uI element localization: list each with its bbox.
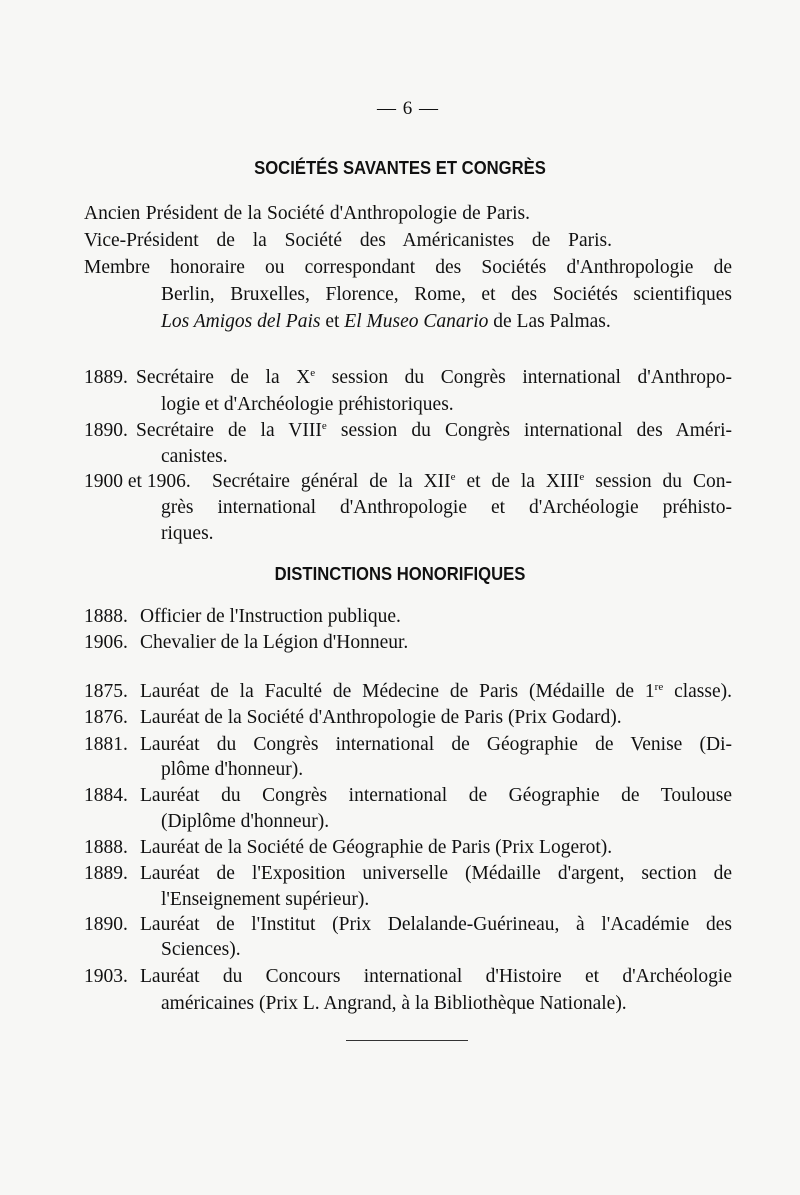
entry-year: 1881. xyxy=(84,734,128,755)
entry-year: 1889. xyxy=(84,367,128,388)
page-number: — 6 — xyxy=(377,98,439,119)
role-line: Los Amigos del Pais et El Museo Canario de Las Palmas. xyxy=(161,311,611,332)
role-line: Ancien Président de la Société d'Anthropologie de Paris. xyxy=(84,203,530,224)
entry-text: Secrétaire général de la XIIe et de la XIIIe session du Con- xyxy=(212,471,732,492)
entry-year: 1906. xyxy=(84,632,128,653)
entry-text: Secrétaire de la VIIIe session du Congrès international des Améri- xyxy=(136,420,732,441)
entry-text-cont: (Diplôme d'honneur). xyxy=(161,811,330,832)
section-heading-societes: SOCIÉTÉS SAVANTES ET CONGRÈS xyxy=(254,157,546,178)
entry-year: 1875. xyxy=(84,681,128,702)
entry-text: Lauréat de l'Institut (Prix Delalande-Guérineau, à l'Académie des xyxy=(140,914,732,935)
entry-year: 1888. xyxy=(84,606,128,627)
society-name-amigos: Los Amigos del Pais xyxy=(161,311,321,332)
entry-text: Chevalier de la Légion d'Honneur. xyxy=(140,632,409,653)
closing-rule xyxy=(346,1040,468,1041)
society-name-canario: El Museo Canario xyxy=(344,311,489,332)
entry-text: Lauréat du Congrès international de Géographie de Toulouse xyxy=(140,785,732,806)
entry-text-cont: Sciences). xyxy=(161,939,241,960)
entry-text: Secrétaire de la Xe session du Congrès international d'Anthropo- xyxy=(136,367,732,388)
section-heading-distinctions: DISTINCTIONS HONORIFIQUES xyxy=(274,563,526,584)
entry-year: 1888. xyxy=(84,837,128,858)
entry-text: Lauréat de l'Exposition universelle (Médaille d'argent, section de xyxy=(140,863,732,884)
entry-year: 1890. xyxy=(84,914,128,935)
entry-text: Officier de l'Instruction publique. xyxy=(140,606,401,627)
entry-text-cont: logie et d'Archéologie préhistoriques. xyxy=(161,394,454,415)
role-line: Berlin, Bruxelles, Florence, Rome, et des Sociétés scientifiques xyxy=(161,284,732,305)
entry-year: 1890. xyxy=(84,420,128,441)
entry-text: Lauréat de la Faculté de Médecine de Paris (Médaille de 1re classe). xyxy=(140,681,732,702)
entry-year: 1900 et 1906. xyxy=(84,471,191,492)
entry-text-cont: américaines (Prix L. Angrand, à la Bibliothèque Nationale). xyxy=(161,993,627,1014)
entry-text-cont: riques. xyxy=(161,523,214,544)
entry-text-cont: grès international d'Anthropologie et d'Archéologie préhisto- xyxy=(161,497,732,518)
entry-year: 1903. xyxy=(84,966,128,987)
entry-year: 1884. xyxy=(84,785,128,806)
entry-text: Lauréat de la Société de Géographie de Paris (Prix Logerot). xyxy=(140,837,613,858)
entry-text-cont: l'Enseignement supérieur). xyxy=(161,889,370,910)
entry-text-cont: canistes. xyxy=(161,446,228,467)
role-line: Vice-Président de la Société des Américanistes de Paris. xyxy=(84,230,612,251)
entry-text: Lauréat du Congrès international de Géographie de Venise (Di- xyxy=(140,734,732,755)
entry-year: 1889. xyxy=(84,863,128,884)
entry-text: Lauréat du Concours international d'Histoire et d'Archéologie xyxy=(140,966,732,987)
entry-text: Lauréat de la Société d'Anthropologie de Paris (Prix Godard). xyxy=(140,707,622,728)
role-line: Membre honoraire ou correspondant des Sociétés d'Anthropologie de xyxy=(84,257,732,278)
entry-text-cont: plôme d'honneur). xyxy=(161,759,304,780)
entry-year: 1876. xyxy=(84,707,128,728)
